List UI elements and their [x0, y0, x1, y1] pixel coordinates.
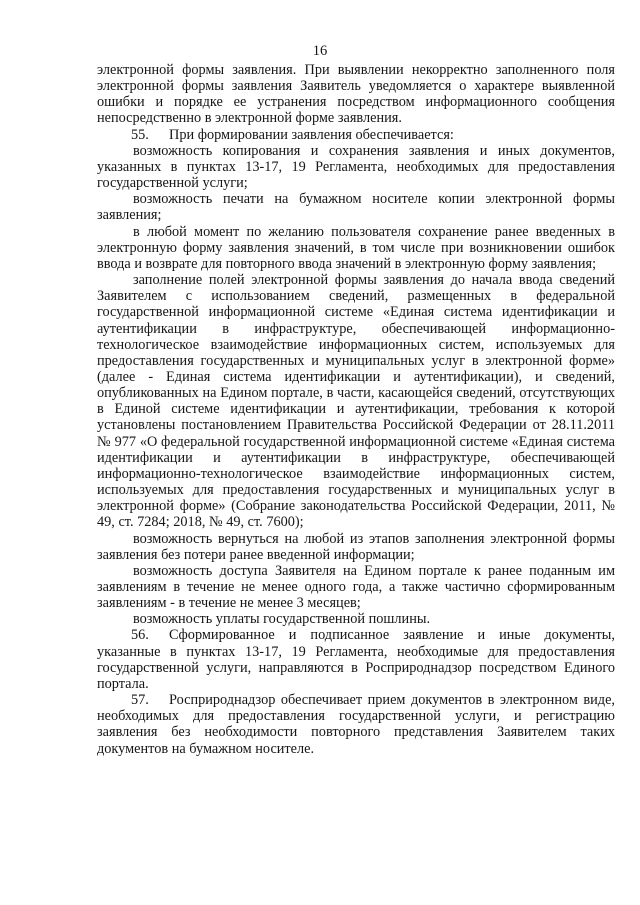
list-item-text: возможность копирования и сохранения заявления и иных документов, указанных в пунктах 13-17, 19 Регламента, необходимых для предоставления государственной услуги; — [97, 142, 615, 192]
list-item — [97, 143, 615, 191]
paragraph-text: электронной формы заявления. При выявлении некорректно заполненного поля электронной формы заявления Заявитель уведомляется о характере выявленной ошибки и порядке ее устранения посредством информационного сообщения непосредственно в электронной форме заявления. — [97, 62, 615, 127]
paragraph-text: Сформированное и подписанное заявление и иные документы, указанные в пунктах 13-17, 19 Регламента, необходимые для предоставления государственной услуги, направляются в Росприроднадзор посредством Единого портала. — [97, 627, 615, 692]
paragraph-number: 55. — [131, 126, 149, 143]
list-item-text: возможность уплаты государственной пошлины. — [133, 611, 431, 628]
paragraph-text: При формировании заявления обеспечивается: — [169, 126, 454, 143]
list-item-text: возможность печати на бумажном носителе копии электронной формы заявления; — [97, 191, 615, 224]
paragraph-55 — [97, 127, 615, 143]
paragraph-56 — [97, 627, 615, 692]
page-number: 16 — [312, 43, 328, 59]
paragraph-number: 57. — [131, 692, 149, 709]
list-item-text: заполнение полей электронной формы заявления до начала ввода сведений Заявителем с использованием сведений, размещенных в федеральной государственной информационной системе «Единая система идентификации и аутентификации в инфраструктуре, обеспечивающей информационно-технологическое взаимодействие информационных систем, используемых для предоставления государственных и муниципальных услуг в электронной форме» (далее - Единая система идентификации и аутентификации), и сведений, опубликованных на Едином портале, в части, касающейся сведений, отсутствующих в Единой системе идентификации и аутентификации, требования к которой установлены постановлением Правительства Российской Федерации от 28.11.2011 № 977 «О федеральной государственной информационной системе «Единая система идентификации и аутентификации в инфраструктуре, обеспечивающей информационно-технологическое взаимодействие информационных систем, используемых для предоставления государственных и муниципальных услуг в электронной форме» (Собрание законодательства Российской Федерации, 2011, № 49, ст. 7284; 2018, № 49, ст. 7600); — [97, 272, 615, 531]
list-item — [97, 563, 615, 611]
list-item-text: возможность доступа Заявителя на Едином портале к ранее поданным им заявлениям в течение не менее одного года, а также частично сформированным заявлениям - в течение не менее 3 месяцев; — [97, 562, 615, 612]
list-item — [97, 224, 615, 272]
paragraph-57 — [97, 692, 615, 757]
paragraph-continuation — [97, 62, 615, 127]
list-item — [97, 611, 615, 627]
list-item-text: в любой момент по желанию пользователя сохранение ранее введенных в электронную форму заявления значений, в том числе при возникновении ошибок ввода и возврате для повторного ввода значений в электронную форму заявления; — [97, 223, 615, 272]
list-item — [97, 191, 615, 223]
list-item — [97, 531, 615, 563]
document-body — [97, 62, 615, 757]
list-item — [97, 272, 615, 531]
list-item-text: возможность вернуться на любой из этапов заполнения электронной формы заявления без потери ранее введенной информации; — [97, 530, 615, 563]
paragraph-text: Росприроднадзор обеспечивает прием документов в электронном виде, необходимых для предоставления государственной услуги, и регистрацию заявления без необходимости повторного представления Заявителем таких документов на бумажном носителе. — [97, 692, 615, 757]
paragraph-number: 56. — [131, 627, 149, 644]
